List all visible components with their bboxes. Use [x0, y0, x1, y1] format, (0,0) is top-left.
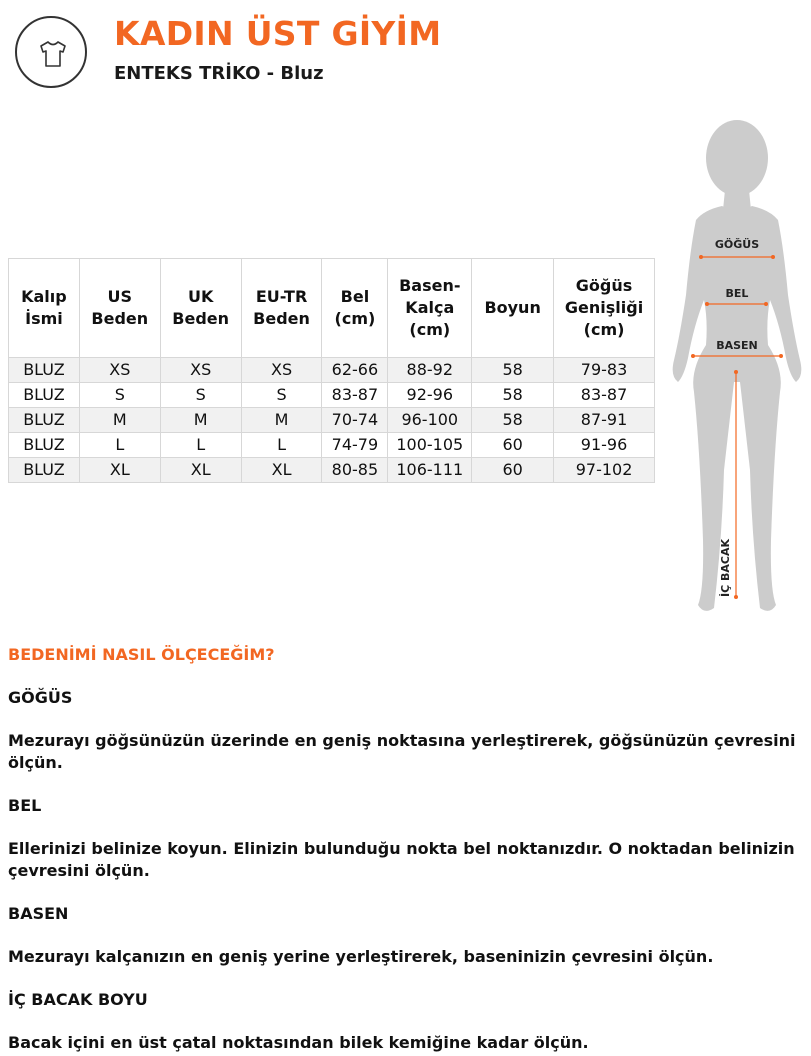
- table-cell: 91-96: [554, 433, 655, 458]
- table-cell: 106-111: [388, 458, 472, 483]
- table-cell: 58: [472, 408, 554, 433]
- table-cell: BLUZ: [9, 408, 80, 433]
- column-header-line: (cm): [334, 309, 376, 328]
- table-row: [9, 358, 655, 383]
- column-header-line: Göğüs: [575, 276, 633, 295]
- table-cell: M: [79, 408, 160, 433]
- column-header: [554, 259, 655, 358]
- table-cell: L: [79, 433, 160, 458]
- column-header-line: Beden: [253, 309, 310, 328]
- column-header-line: İsmi: [25, 309, 63, 328]
- table-cell: 97-102: [554, 458, 655, 483]
- table-cell: 100-105: [388, 433, 472, 458]
- column-header: [160, 259, 241, 358]
- hip-label: BASEN: [716, 339, 758, 352]
- page-subtitle: ENTEKS TRİKO - Bluz: [114, 63, 324, 84]
- guide-section-title: BASEN: [8, 904, 69, 923]
- table-cell: XL: [79, 458, 160, 483]
- guide-section-text: Bacak içini en üst çatal noktasından bilek kemiğine kadar ölçün.: [8, 1033, 589, 1052]
- table-cell: 70-74: [322, 408, 388, 433]
- table-cell: S: [241, 383, 322, 408]
- guide-section-title: BEL: [8, 796, 42, 815]
- table-cell: 62-66: [322, 358, 388, 383]
- column-header: [79, 259, 160, 358]
- column-header-line: Bel: [340, 287, 370, 306]
- table-cell: BLUZ: [9, 358, 80, 383]
- table-cell: M: [241, 408, 322, 433]
- table-cell: XS: [241, 358, 322, 383]
- column-header: [472, 259, 554, 358]
- guide-section-title: İÇ BACAK BOYU: [8, 990, 148, 1009]
- table-cell: L: [160, 433, 241, 458]
- table-cell: BLUZ: [9, 433, 80, 458]
- table-row: [9, 458, 655, 483]
- column-header: [388, 259, 472, 358]
- guide-section-text: Mezurayı göğsünüzün üzerinde en geniş noktasına yerleştirerek, göğsünüzün çevresini ölçün.: [8, 731, 796, 772]
- table-cell: 92-96: [388, 383, 472, 408]
- table-cell: 87-91: [554, 408, 655, 433]
- column-header-line: UK: [187, 287, 214, 306]
- column-header-line: Beden: [172, 309, 230, 328]
- table-cell: 83-87: [554, 383, 655, 408]
- table-row: [9, 408, 655, 433]
- table-cell: 79-83: [554, 358, 655, 383]
- column-header-line: Beden: [91, 309, 149, 328]
- table-cell: XL: [160, 458, 241, 483]
- column-header-line: US: [107, 287, 133, 306]
- table-cell: 83-87: [322, 383, 388, 408]
- table-cell: XL: [241, 458, 322, 483]
- table-cell: BLUZ: [9, 383, 80, 408]
- guide-section-text: Ellerinizi belinize koyun. Elinizin bulunduğu nokta bel noktanızdır. O noktadan belinizin çevresini ölçün.: [8, 839, 795, 880]
- column-header-line: Genişliği: [564, 298, 644, 317]
- table-header-row: [9, 259, 655, 358]
- body-measurement-figure: [670, 120, 811, 620]
- table-cell: XS: [160, 358, 241, 383]
- column-header-line: EU-TR: [255, 287, 308, 306]
- guide-section-title: GÖĞÜS: [8, 688, 73, 707]
- column-header: [322, 259, 388, 358]
- table-cell: 58: [472, 383, 554, 408]
- table-cell: S: [79, 383, 160, 408]
- guide-section-text: Mezurayı kalçanızın en geniş yerine yerleştirerek, baseninizin çevresini ölçün.: [8, 947, 714, 966]
- table-cell: 96-100: [388, 408, 472, 433]
- waist-label: BEL: [725, 287, 749, 300]
- table-cell: L: [241, 433, 322, 458]
- page-title: KADIN ÜST GİYİM: [114, 14, 442, 53]
- tshirt-icon-badge: [15, 16, 87, 88]
- table-cell: XS: [79, 358, 160, 383]
- body-silhouette: [673, 120, 802, 611]
- column-header-line: (cm): [583, 320, 625, 339]
- table-row: [9, 383, 655, 408]
- chest-label: GÖĞÜS: [714, 238, 760, 251]
- guide-sections: [8, 666, 803, 1054]
- table-cell: 80-85: [322, 458, 388, 483]
- column-header-line: Kalça: [405, 298, 455, 317]
- inseam-label: İÇ BACAK: [719, 538, 732, 598]
- table-cell: 88-92: [388, 358, 472, 383]
- column-header: [9, 259, 80, 358]
- column-header-line: Kalıp: [21, 287, 67, 306]
- table-cell: 74-79: [322, 433, 388, 458]
- measurement-guide: [8, 644, 803, 1054]
- table-body: [9, 358, 655, 483]
- column-header: [241, 259, 322, 358]
- table-row: [9, 433, 655, 458]
- table-cell: 60: [472, 433, 554, 458]
- table-cell: S: [160, 383, 241, 408]
- column-header-line: Basen-: [399, 276, 461, 295]
- column-header-line: (cm): [409, 320, 451, 339]
- table-cell: 58: [472, 358, 554, 383]
- table-cell: 60: [472, 458, 554, 483]
- table-cell: BLUZ: [9, 458, 80, 483]
- tshirt-icon: [37, 38, 69, 70]
- table-cell: M: [160, 408, 241, 433]
- size-table: [8, 258, 655, 483]
- guide-heading: BEDENİMİ NASIL ÖLÇECEĞİM?: [8, 645, 275, 664]
- column-header-line: Boyun: [484, 298, 541, 317]
